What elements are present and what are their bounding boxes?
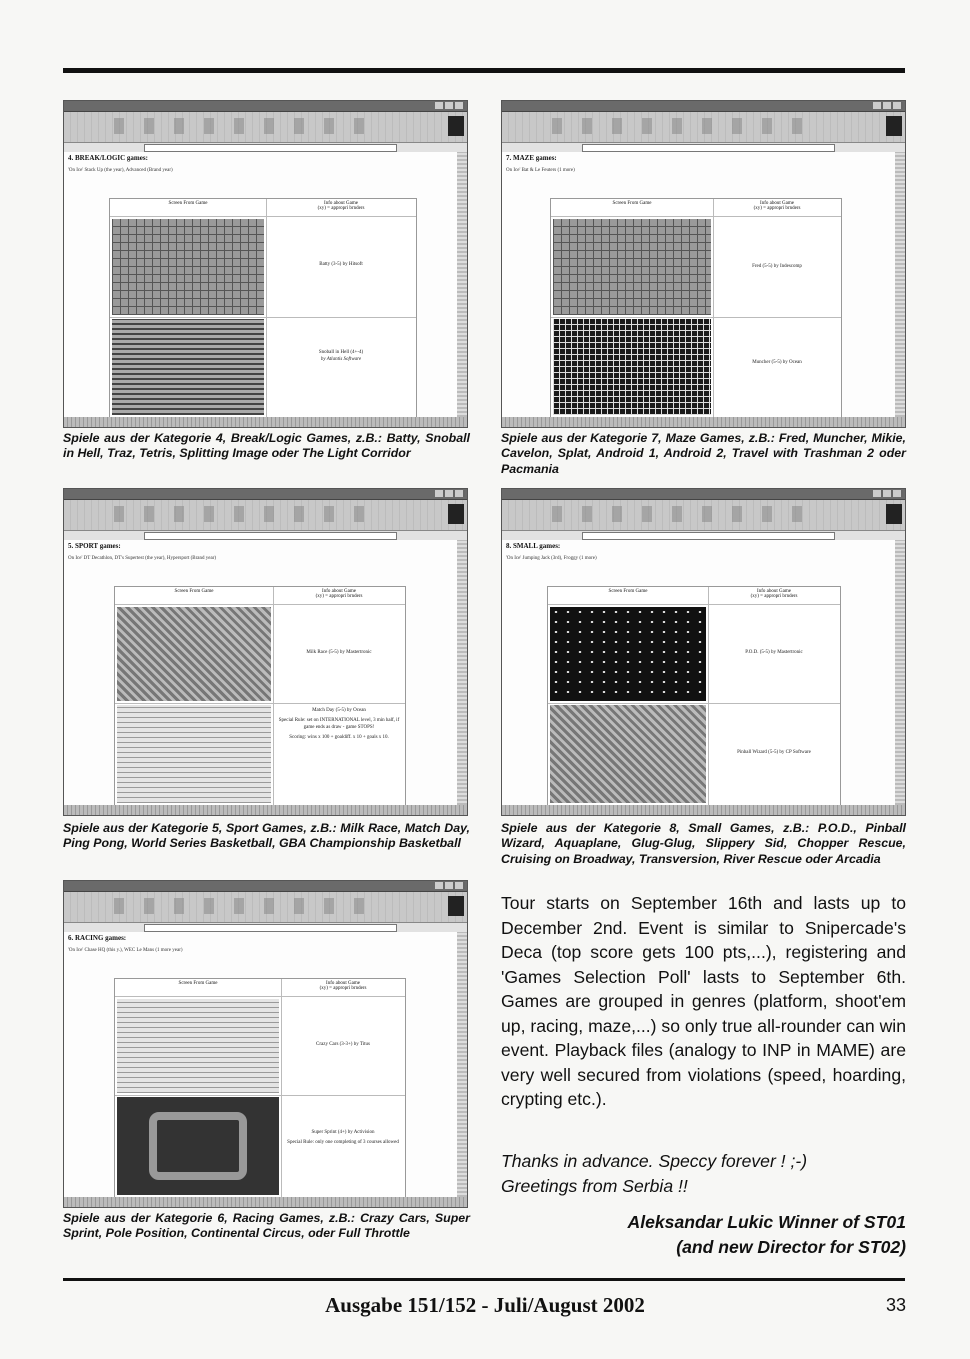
col-info-header: Info about Game (xy) = appropri brnders	[708, 587, 840, 605]
caption-small: Spiele aus der Kategorie 8, Small Games, z.B.: P.O.D., Pinball Wizard, Aquaplane, Glug-Glug, Slippery Sid, Chopper Rescue, Cruising on Broadway, Transversion, River Rescue oder Arcadia	[501, 821, 906, 866]
author-block	[501, 1210, 906, 1259]
author-name: Aleksandar Lukic Winner of ST01	[627, 1212, 906, 1232]
games-table	[550, 198, 842, 418]
games-table	[114, 978, 406, 1198]
game-screen-milk-race	[117, 607, 271, 701]
scrollbar	[895, 152, 905, 417]
page-title: 6. RACING games:	[68, 934, 127, 942]
caption-sport: Spiele aus der Kategorie 5, Sport Games, z.B.: Milk Race, Match Day, Ping Pong, World Series Basketball, GBA Championship Basketball	[63, 821, 470, 851]
col-info-header: Info about Game (xy) = appropri brnders	[713, 199, 841, 217]
games-table	[114, 586, 406, 806]
page-subtitle: 'On Ice' Chase HQ (this y.), WEC Le Mans (1 more year)	[68, 948, 183, 953]
game-screen-snoball	[112, 319, 264, 415]
toolbar-icons	[552, 118, 812, 134]
netscape-logo-icon	[886, 504, 902, 524]
col-screen-header: Screen From Game	[548, 587, 708, 605]
col-info-header: Info about Game (xy) = appropri brnders	[273, 587, 405, 605]
greetings-line: Greetings from Serbia !!	[501, 1175, 688, 1196]
col-divider	[281, 979, 282, 1197]
browser-toolbar	[64, 892, 467, 923]
screenshot-small	[501, 488, 906, 816]
row-divider	[110, 317, 416, 318]
col-screen-header: Screen From Game	[115, 587, 273, 605]
browser-page	[64, 540, 457, 805]
page-title: 5. SPORT games:	[68, 542, 121, 550]
netscape-logo-icon	[886, 116, 902, 136]
url-field	[144, 144, 397, 152]
game-screen-fred	[553, 219, 711, 315]
netscape-logo-icon	[448, 504, 464, 524]
col-screen-header: Screen From Game	[551, 199, 713, 217]
row-divider	[115, 1095, 405, 1096]
game-info-fred: Fred (5-5) by Indescomp	[752, 264, 802, 269]
status-bar	[64, 417, 467, 427]
page-title: 8. SMALL games:	[506, 542, 561, 550]
screenshot-racing	[63, 880, 468, 1208]
col-info-header: Info about Game (xy) = appropri brnders	[281, 979, 405, 997]
game-info-pod: P.O.D. (5-5) by Mastertronic	[745, 650, 803, 655]
thanks-line: Thanks in advance. Speccy forever ! ;-)	[501, 1151, 808, 1171]
screenshot-maze	[501, 100, 906, 428]
col-divider	[273, 587, 274, 805]
browser-page	[64, 152, 457, 417]
thanks-block	[501, 1149, 906, 1198]
author-role: (and new Director for ST02)	[676, 1236, 906, 1257]
browser-page	[64, 932, 457, 1197]
page-subtitle: 'On Ice' Jumping Jack (3rd), Froggy (1 more)	[506, 556, 597, 561]
toolbar-icons	[552, 506, 812, 522]
bottom-rule	[63, 1278, 905, 1281]
caption-maze: Spiele aus der Kategorie 7, Maze Games, z.B.: Fred, Muncher, Mikie, Cavelon, Splat, Android 1, Android 2, Travel with Trashman 2 oder Pacmania	[501, 431, 906, 476]
browser-page	[502, 152, 895, 417]
status-bar	[502, 805, 905, 815]
browser-titlebar	[502, 101, 905, 112]
game-info-super-sprint: Super Sprint (4+) by Activision Special Rule: only one completing of 3 courses allowed	[287, 1130, 399, 1145]
col-divider	[266, 199, 267, 417]
page-title: 4. BREAK/LOGIC games:	[68, 154, 148, 162]
game-screen-batty	[112, 219, 264, 315]
game-info-muncher: Muncher (5-5) by Ocean	[752, 360, 802, 365]
window-buttons-icon	[435, 882, 465, 889]
top-rule	[63, 68, 905, 73]
col-info-header: Info about Game (xy) = appropri brnders	[266, 199, 416, 217]
page-title: 7. MAZE games:	[506, 154, 557, 162]
browser-titlebar	[64, 489, 467, 500]
row-divider	[548, 703, 840, 704]
col-screen-header: Screen From Game	[115, 979, 281, 997]
browser-toolbar	[502, 500, 905, 531]
browser-page	[502, 540, 895, 805]
caption-break-logic: Spiele aus der Kategorie 4, Break/Logic Games, z.B.: Batty, Snoball in Hell, Traz, Tetris, Splitting Image oder The Light Corridor	[63, 431, 470, 461]
status-bar	[502, 417, 905, 427]
status-bar	[64, 1197, 467, 1207]
page-subtitle: On Ice' Bat & Le Feuters (1 more)	[506, 168, 575, 173]
col-divider	[708, 587, 709, 805]
row-divider	[551, 317, 841, 318]
screenshot-sport	[63, 488, 468, 816]
window-buttons-icon	[435, 490, 465, 497]
toolbar-icons	[114, 118, 374, 134]
game-info-milk-race: Milk Race (5-5) by Mastertronic	[306, 650, 372, 655]
page-subtitle: On Ice' DT Decathlon, DT's Supertest (the year), Hypersport (Brand year)	[68, 556, 217, 561]
caption-racing: Spiele aus der Kategorie 6, Racing Games, z.B.: Crazy Cars, Super Sprint, Pole Position, Continental Circus, oder Full Throttle	[63, 1211, 470, 1241]
game-screen-match-day	[117, 705, 271, 803]
netscape-logo-icon	[448, 896, 464, 916]
browser-titlebar	[502, 489, 905, 500]
scrollbar	[457, 932, 467, 1197]
games-table	[547, 586, 841, 806]
scrollbar	[457, 540, 467, 805]
url-field	[144, 924, 397, 932]
browser-toolbar	[502, 112, 905, 143]
window-buttons-icon	[873, 490, 903, 497]
game-screen-muncher	[553, 319, 711, 415]
url-field	[582, 532, 835, 540]
toolbar-icons	[114, 506, 374, 522]
browser-titlebar	[64, 881, 467, 892]
netscape-logo-icon	[448, 116, 464, 136]
article-body: Tour starts on September 16th and lasts up to December 2nd. Event is similar to Snipercade's Deca (top score gets 100 pts,...), registering and 'Games Selection Poll' lasts to September 6th. Games are grouped in genres (platform, shoot'em up, racing, maze,...) so only true all-rounder can win event. Playback files (analogy to INP in MAME) are very well secured from violations (speed, hoarding, crypting etc.).	[501, 893, 906, 1109]
page-subtitle: 'On Ice' Stack Up (the year), Advanced (Brand year)	[68, 168, 173, 173]
game-screen-pod	[550, 607, 706, 701]
browser-toolbar	[64, 500, 467, 531]
col-divider	[713, 199, 714, 417]
game-info-pinball-wizard: Pinball Wizard (5-5) by CP Software	[737, 750, 811, 755]
game-screen-crazy-cars	[117, 999, 279, 1093]
row-divider	[115, 703, 405, 704]
browser-toolbar	[64, 112, 467, 143]
game-screen-pinball-wizard	[550, 705, 706, 803]
url-field	[582, 144, 835, 152]
window-buttons-icon	[435, 102, 465, 109]
game-info-crazy-cars: Crazy Cars (3-3+) by Titus	[316, 1042, 370, 1047]
game-info-match-day: Match Day (5-5) by Ocean Special Rule: set on INTERNATIONAL level, 3 min half, if game ends as draw - game STOPS! Scoring: wins x 100 + goaldiff. x 10 + goals x 10.	[278, 708, 400, 740]
url-field	[144, 532, 397, 540]
scrollbar	[457, 152, 467, 417]
scrollbar	[895, 540, 905, 805]
game-info-snoball: Snoball in Hell (4+-4) by Atlantis Software	[318, 350, 364, 362]
col-screen-header: Screen From Game	[110, 199, 266, 217]
page-number: 33	[885, 1295, 906, 1315]
status-bar	[64, 805, 467, 815]
game-screen-super-sprint	[117, 1097, 279, 1195]
games-table	[109, 198, 417, 418]
window-buttons-icon	[873, 102, 903, 109]
browser-titlebar	[64, 101, 467, 112]
game-info-batty: Batty (3-5) by Hitsoft	[319, 262, 363, 267]
toolbar-icons	[114, 898, 374, 914]
screenshot-break-logic	[63, 100, 468, 428]
issue-footer: Ausgabe 151/152 - Juli/August 2002	[325, 1293, 645, 1317]
